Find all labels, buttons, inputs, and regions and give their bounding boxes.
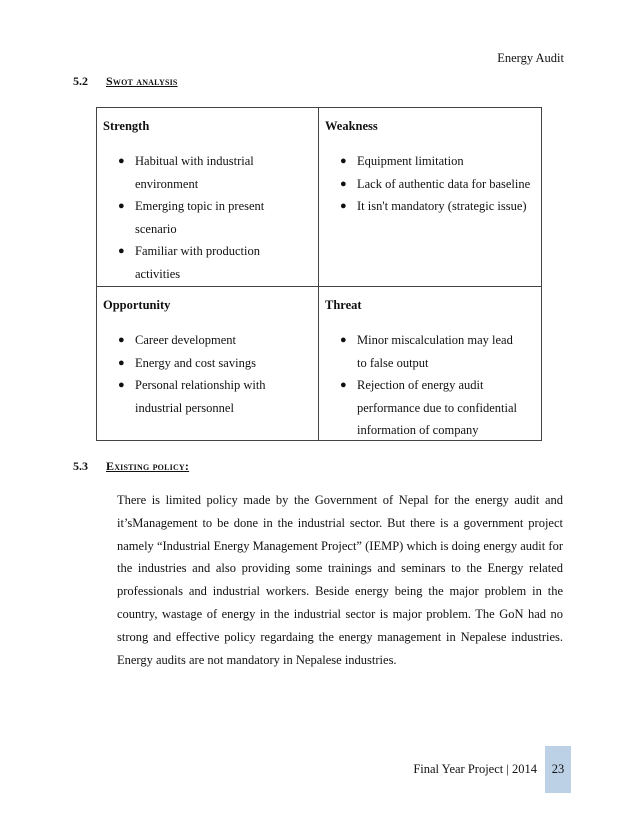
- swot-section-heading: [73, 74, 178, 89]
- bullet-icon: ●: [118, 155, 125, 167]
- bullet-icon: ●: [340, 155, 347, 167]
- swot-cell-opportunity: [97, 287, 318, 440]
- list-item: ● It isn't mandatory (strategic issue): [319, 195, 541, 218]
- list-item: ● Habitual with industrial environment: [97, 150, 297, 195]
- bullet-icon: ●: [340, 177, 347, 190]
- section-number: 5.2: [73, 74, 88, 88]
- bullet-icon: ●: [118, 245, 125, 257]
- list-item: ● Familiar with production activities: [97, 240, 297, 285]
- bullet-icon: ●: [340, 379, 347, 391]
- section-title: Existing policy:: [106, 459, 190, 473]
- list-item: ● Career development: [97, 329, 297, 352]
- bullet-icon: ●: [118, 200, 125, 212]
- section-number: 5.3: [73, 459, 88, 473]
- list-item: ● Emerging topic in present scenario: [97, 195, 297, 240]
- page-number: 23: [545, 746, 571, 793]
- swot-table: [96, 107, 542, 441]
- strength-heading: Strength: [103, 119, 150, 133]
- list-item: ● Equipment limitation: [319, 150, 541, 173]
- list-item: ● Minor miscalculation may lead to false output: [319, 329, 524, 374]
- opportunity-heading: Opportunity: [103, 298, 171, 312]
- policy-paragraph: There is limited policy made by the Government of Nepal for the energy audit and it’sManagement to be done in the industrial sector. But there is a government project namely “Industrial Energy Management Project” (IEMP) which is doing energy audit for the industries and also providing some trainings and seminars to the Energy related professionals and industrial workers. Beside energy being the major problem in the country, wastage of energy in the industrial sector is major problem. The GoN had no strong and effective policy regardaing the energy management in Nepalese industries. Energy audits are not mandatory in Nepalese industries.: [117, 493, 563, 667]
- swot-cell-weakness: [319, 108, 541, 286]
- threat-heading: Threat: [325, 298, 362, 312]
- page-footer: [413, 746, 638, 793]
- running-header: Energy Audit: [497, 51, 564, 65]
- swot-cell-threat: [319, 287, 541, 440]
- list-item: ● Personal relationship with industrial personnel: [97, 374, 297, 419]
- list-item: ● Rejection of energy audit performance due to confidential information of company: [319, 374, 524, 442]
- list-item: ● Lack of authentic data for baseline: [319, 173, 541, 196]
- footer-label: Final Year Project | 2014: [413, 762, 537, 776]
- list-item: ● Energy and cost savings: [97, 352, 297, 375]
- policy-section-heading: [73, 459, 189, 474]
- weakness-heading: Weakness: [325, 119, 378, 133]
- bullet-icon: ●: [118, 356, 125, 369]
- bullet-icon: ●: [340, 200, 347, 212]
- bullet-icon: ●: [118, 379, 125, 391]
- bullet-icon: ●: [118, 334, 125, 346]
- section-title: Swot analysis: [106, 74, 178, 88]
- swot-cell-strength: [97, 108, 318, 286]
- bullet-icon: ●: [340, 334, 347, 346]
